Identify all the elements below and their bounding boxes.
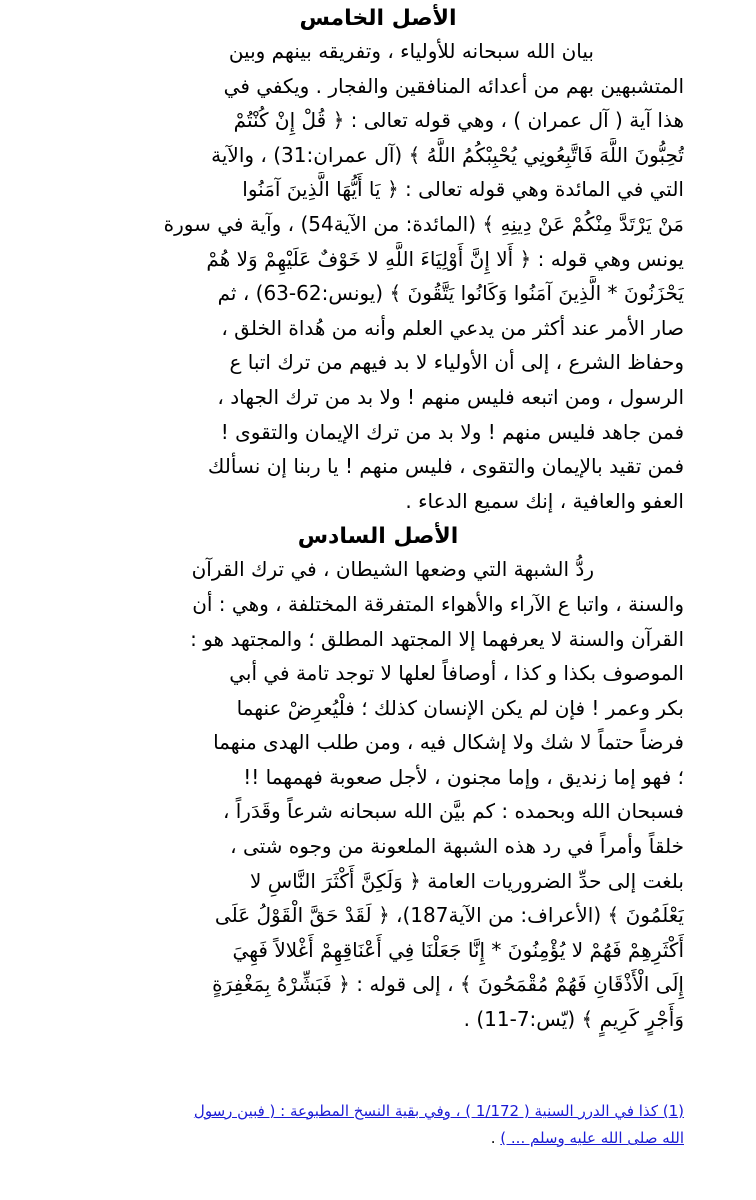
footnote-line <box>72 1098 684 1125</box>
text-line: هذا آية ( آل عمران ) ، وهي قوله تعالى : ﴿ قُلْ إِنْ كُنْتُمْ <box>233 108 684 133</box>
text-line: فمن جاهد فليس منهم ! ولا بد من ترك الإيمان والتقوى ! <box>220 419 684 444</box>
text-line: يَحْزَنُونَ * الَّذِينَ آمَنُوا وَكَانُوا يَتَّقُونَ ﴾ (يونس:62-63) ، ثم <box>217 281 684 306</box>
text-line: تُحِبُّونَ اللَّهَ فَاتَّبِعُونِي يُحْبِبْكُمُ اللَّهُ ﴾ (آل عمران:31) ، والآية <box>211 142 684 167</box>
text-line: خلقاً وأمراً في رد هذه الشبهة الملعونة من وجوه شتى ، <box>230 834 684 859</box>
text-line: مَنْ يَرْتَدَّ مِنْكُمْ عَنْ دِينِهِ ﴾ (المائدة: من الآية54) ، وآية في سورة <box>163 211 684 236</box>
text-line: فسبحان الله وبحمده : كم بيَّن الله سبحانه شرعاً وقَدَراً ، <box>222 799 684 824</box>
text-line: الموصوف بكذا و كذا ، أوصافاً لعلها لا توجد تامة في أبي <box>229 661 684 686</box>
section-body-fifth-principle <box>72 34 684 518</box>
document-page <box>72 0 684 1037</box>
text-line: وَأَجْرٍ كَرِيمٍ ﴾ (يّس:7-11) . <box>463 1007 684 1032</box>
section-body-sixth-principle <box>72 552 684 1036</box>
text-line: فمن تقيد بالإيمان والتقوى ، فليس منهم ! يا ربنا إن نسألك <box>207 454 684 479</box>
footnote <box>72 1098 684 1152</box>
text-line: فرضاً حتماً لا شك ولا إشكال فيه ، ومن طلب الهدى منهما <box>213 730 684 755</box>
text-line: إِلَى الْأَذْقَانِ فَهُمْ مُقْمَحُونَ ﴾ ، إلى قوله : ﴿ فَبَشِّرْهُ بِمَغْفِرَةٍ <box>212 972 684 997</box>
footnote-line <box>72 1125 684 1152</box>
section-heading-sixth-principle: الأصل السادس <box>297 524 459 550</box>
footnote-link[interactable]: الله صلى الله عليه وسلم ... ) <box>500 1129 684 1147</box>
text-line: والسنة ، واتبا ع الآراء والأهواء المتفرقة المختلفة ، وهي : أن <box>192 591 684 616</box>
text-line: ؛ فهو إما زنديق ، وإما مجنون ، لأجل صعوبة فهمهما !! <box>243 764 684 789</box>
text-line: القرآن والسنة لا يعرفهما إلا المجتهد المطلق ؛ والمجتهد هو : <box>190 626 684 651</box>
text-line: يَعْلَمُونَ ﴾ (الأعراف: من الآية187)، ﴿ لَقَدْ حَقَّ الْقَوْلُ عَلَى <box>214 903 684 928</box>
text-line: المتشبهين بهم من أعدائه المنافقين والفجار . ويكفي في <box>223 73 684 98</box>
footnote-link[interactable]: (1) كذا في الدرر السنية ( 1/172 ) ، وفي بقية النسخ المطبوعة : ( فبين رسول <box>193 1102 684 1120</box>
text-line: بيان الله سبحانه للأولياء ، وتفريقه بينهم وبين <box>228 39 594 63</box>
text-line: بكر وعمر ! فإن لم يكن الإنسان كذلك ؛ فلْيُعرِضْ عنهما <box>236 695 684 720</box>
footnote-tail: . <box>490 1129 501 1147</box>
text-line: الرسول ، ومن اتبعه فليس منهم ! ولا بد من ترك الجهاد ، <box>217 384 684 409</box>
text-line: ردُّ الشبهة التي وضعها الشيطان ، في ترك القرآن <box>191 557 594 582</box>
text-line: التي في المائدة وهي قوله تعالى : ﴿ يَا أَيُّهَا الَّذِينَ آمَنُوا <box>242 177 684 202</box>
text-line: بلغت إلى حدِّ الضروريات العامة ﴿ وَلَكِنَّ أَكْثَرَ النَّاسِ لا <box>249 868 684 893</box>
text-line: أَكْثَرِهِمْ فَهُمْ لا يُؤْمِنُونَ * إِنَّا جَعَلْنَا فِي أَعْنَاقِهِمْ أَغْلالاً فَهِيَ <box>232 937 684 962</box>
text-line: العفو والعافية ، إنك سميع الدعاء . <box>405 488 684 513</box>
text-line: وحفاظ الشرع ، إلى أن الأولياء لا بد فيهم من ترك اتبا ع <box>229 350 684 375</box>
section-heading-fifth-principle: الأصل الخامس <box>299 6 457 31</box>
text-line: صار الأمر عند أكثر من يدعي العلم وأنه من هُداة الخلق ، <box>221 315 684 340</box>
text-line: يونس وهي قوله : ﴿ أَلا إِنَّ أَوْلِيَاءَ اللَّهِ لا خَوْفٌ عَلَيْهِمْ وَلا هُمْ <box>206 246 684 271</box>
